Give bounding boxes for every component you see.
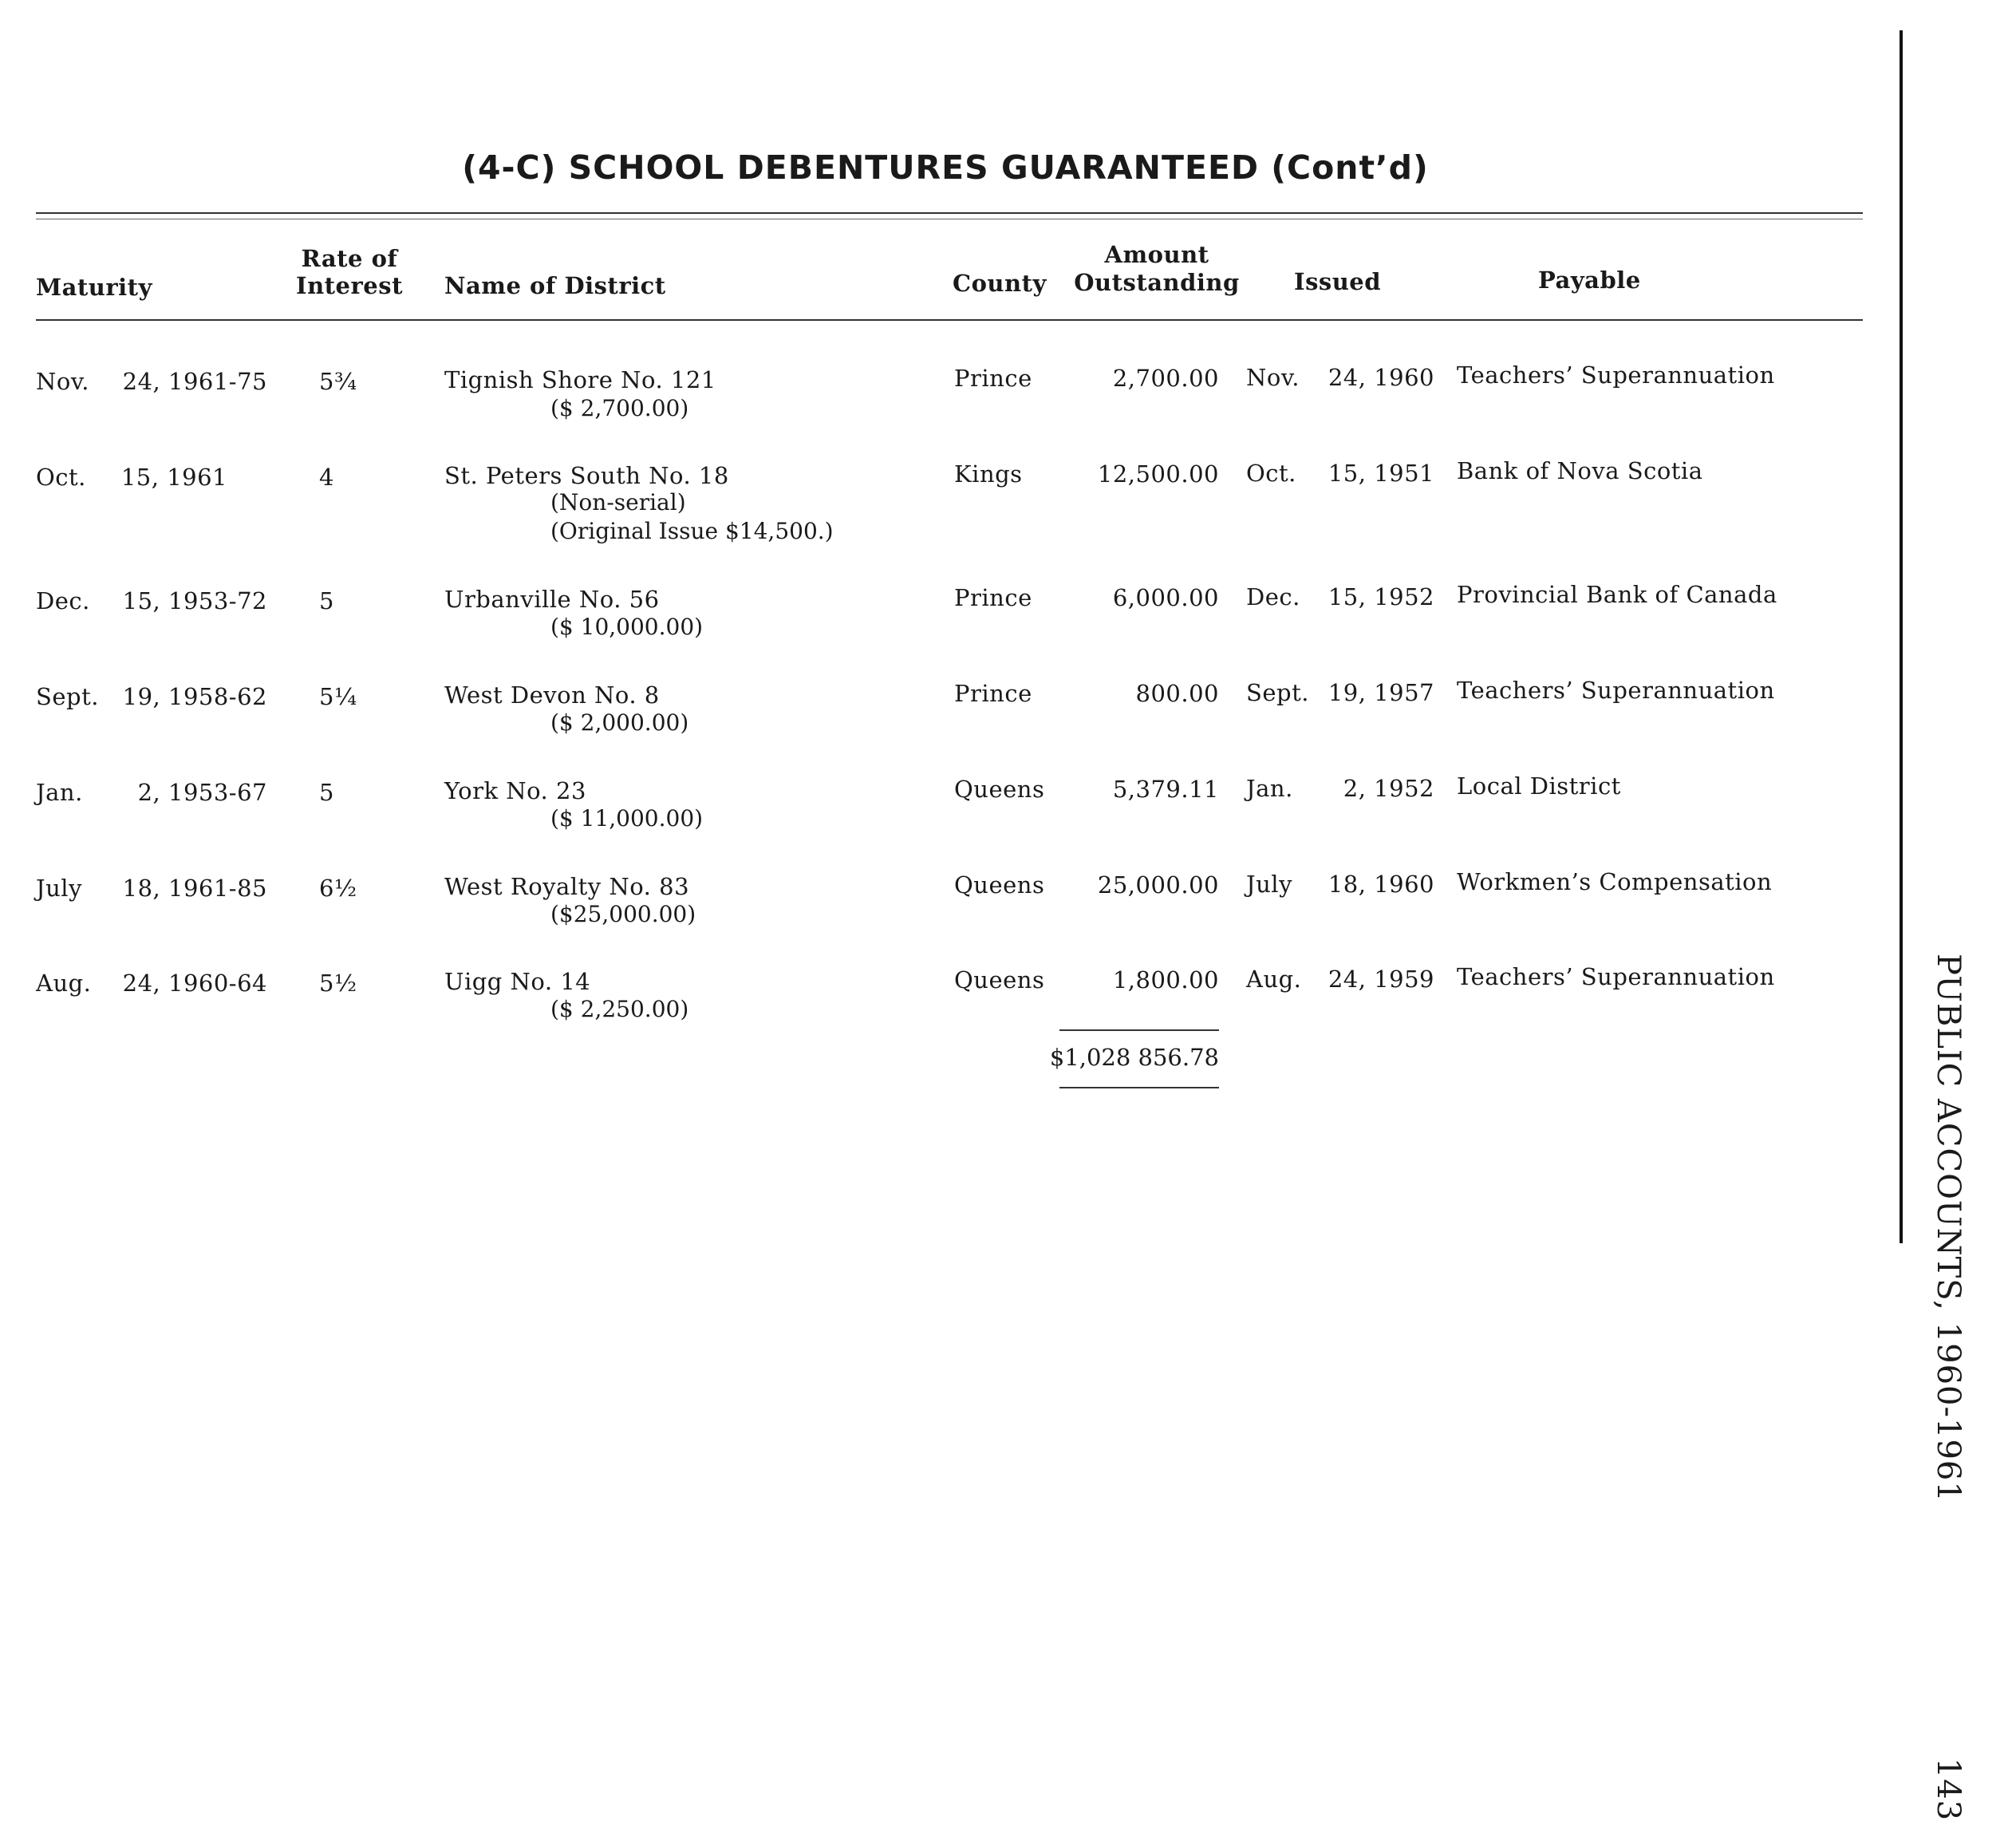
issued-date: 15, 1951	[1328, 460, 1434, 487]
maturity-date: 18, 1961-85	[122, 875, 267, 902]
issued-date: 2, 1952	[1343, 775, 1434, 802]
amount-outstanding: 12,500.00	[1097, 460, 1219, 488]
running-header	[1930, 954, 1967, 1821]
county: Prince	[954, 584, 1032, 611]
header-county: County	[953, 270, 1047, 297]
header-issued: Issued	[1294, 268, 1382, 295]
page-number: 143	[1930, 1757, 1967, 1821]
issued-month: Sept.	[1246, 679, 1309, 706]
payable: Provincial Bank of Canada	[1457, 581, 1777, 608]
maturity-date: 15, 1961	[120, 464, 227, 491]
payable: Teachers’ Superannuation	[1457, 361, 1775, 389]
header-rate-line1: Rate of	[301, 245, 398, 272]
county: Queens	[954, 871, 1045, 899]
total-rule-bottom	[1059, 1087, 1219, 1088]
page-title: (4-C) SCHOOL DEBENTURES GUARANTEED (Cont’d)	[462, 148, 1429, 187]
header-amount-line1: Amount	[1104, 241, 1209, 268]
header-payable: Payable	[1538, 267, 1641, 294]
district-note: ($ 2,700.00)	[550, 395, 689, 421]
county: Prince	[954, 365, 1032, 392]
total-rule-top	[1059, 1029, 1219, 1031]
district-name: York No. 23	[444, 777, 586, 804]
maturity-month: Aug.	[36, 970, 92, 997]
rate-of-interest: 5¼	[319, 683, 357, 710]
maturity-month: July	[36, 875, 82, 902]
county: Prince	[954, 680, 1032, 707]
issued-month: July	[1246, 871, 1292, 898]
district-name: St. Peters South No. 18	[444, 462, 729, 489]
maturity-date: 15, 1953-72	[122, 587, 267, 614]
issued-date: 15, 1952	[1328, 583, 1434, 610]
issued-date: 24, 1960	[1328, 364, 1434, 391]
amount-outstanding: 5,379.11	[1112, 776, 1219, 803]
maturity-date: 24, 1961-75	[122, 368, 267, 395]
header-maturity: Maturity	[36, 274, 152, 301]
issued-month: Dec.	[1246, 583, 1300, 610]
county: Kings	[954, 460, 1023, 488]
maturity-month: Nov.	[36, 368, 89, 395]
rate-of-interest: 5½	[319, 970, 357, 997]
payable: Teachers’ Superannuation	[1457, 677, 1775, 704]
district-name: Uigg No. 14	[444, 968, 591, 995]
district-note: ($ 10,000.00)	[550, 614, 704, 640]
amount-outstanding: 25,000.00	[1097, 871, 1219, 899]
issued-month: Oct.	[1246, 460, 1296, 487]
rate-of-interest: 5	[319, 779, 334, 806]
county: Queens	[954, 776, 1045, 803]
rate-of-interest: 5¾	[319, 368, 357, 395]
district-note: ($ 11,000.00)	[550, 805, 704, 831]
issued-month: Nov.	[1246, 364, 1300, 391]
header-district: Name of District	[444, 272, 666, 299]
issued-date: 19, 1957	[1328, 679, 1434, 706]
maturity-month: Oct.	[36, 464, 86, 491]
district-name: West Royalty No. 83	[444, 873, 690, 900]
amount-outstanding: 1,800.00	[1112, 966, 1219, 993]
header-amount-line2: Outstanding	[1074, 269, 1240, 296]
top-rule	[36, 212, 1863, 214]
maturity-date: 2, 1953-67	[137, 779, 267, 806]
margin-rule	[1900, 30, 1903, 1243]
county: Queens	[954, 966, 1045, 993]
district-note: (Non-serial)	[550, 489, 686, 515]
payable: Teachers’ Superannuation	[1457, 963, 1775, 990]
rate-of-interest: 4	[319, 464, 334, 491]
district-name: Tignish Shore No. 121	[444, 366, 716, 393]
header-rate-line2: Interest	[296, 272, 403, 299]
district-note: ($ 2,000.00)	[550, 709, 689, 736]
district-name: Urbanville No. 56	[444, 586, 660, 613]
amount-outstanding: 2,700.00	[1112, 365, 1219, 392]
payable: Bank of Nova Scotia	[1457, 457, 1703, 484]
maturity-month: Sept.	[36, 683, 99, 710]
rate-of-interest: 6½	[319, 875, 357, 902]
rate-of-interest: 5	[319, 587, 334, 614]
maturity-date: 24, 1960-64	[122, 970, 267, 997]
district-name: West Devon No. 8	[444, 681, 660, 709]
side-caption: PUBLIC ACCOUNTS, 1960-1961	[1930, 954, 1967, 1503]
district-note: ($ 2,250.00)	[550, 996, 689, 1022]
maturity-month: Dec.	[36, 587, 90, 614]
header-rule	[36, 319, 1863, 321]
district-note: ($25,000.00)	[550, 901, 696, 927]
issued-month: Jan.	[1246, 775, 1293, 802]
maturity-month: Jan.	[36, 779, 83, 806]
total-amount: $1,028 856.78	[1049, 1044, 1219, 1071]
maturity-date: 19, 1958-62	[122, 683, 267, 710]
amount-outstanding: 6,000.00	[1112, 584, 1219, 611]
amount-outstanding: 800.00	[1135, 680, 1219, 707]
district-note: (Original Issue $14,500.)	[550, 518, 834, 544]
issued-date: 18, 1960	[1328, 871, 1434, 898]
payable: Workmen’s Compensation	[1457, 868, 1773, 895]
issued-month: Aug.	[1246, 966, 1302, 993]
payable: Local District	[1457, 772, 1621, 800]
issued-date: 24, 1959	[1328, 966, 1434, 993]
